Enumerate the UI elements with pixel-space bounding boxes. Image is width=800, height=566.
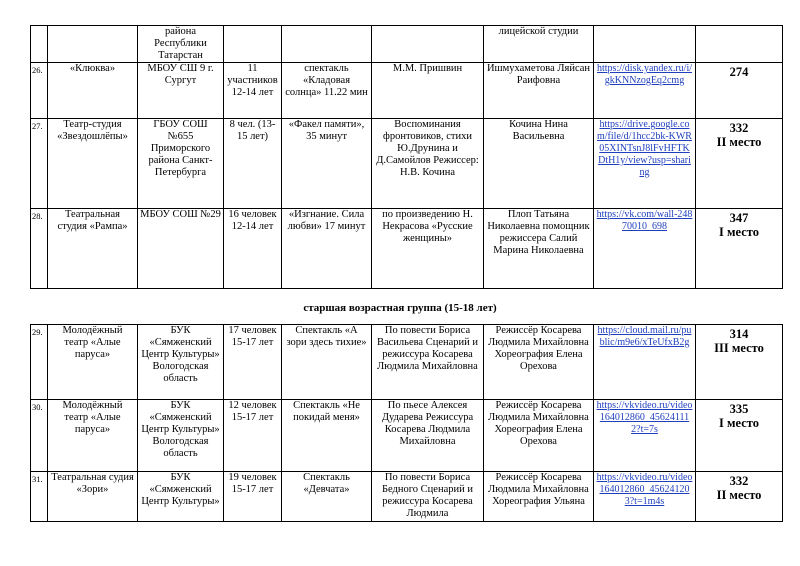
table-row	[31, 26, 783, 63]
video-link[interactable]: https://cloud.mail.ru/public/m9e6/xTeUfxB2g	[597, 325, 692, 348]
row-number: 27.	[31, 119, 48, 209]
table-row	[31, 209, 783, 289]
score-cell	[696, 63, 783, 119]
place: III место	[714, 341, 764, 355]
author	[372, 26, 484, 63]
row-number	[31, 26, 48, 63]
institution: БУК «Сямженский Центр Культуры» Вологодская область	[138, 325, 224, 400]
collective-name	[48, 26, 138, 63]
collective-name: Театральная судия «Зори»	[48, 472, 138, 522]
author: По повести Бориса Бедного Сценарий и режиссура Косарева Людмила	[372, 472, 484, 522]
video-link-cell	[594, 119, 696, 209]
institution: района Республики Татарстан	[138, 26, 224, 63]
participants: 8 чел. (13-15 лет)	[224, 119, 282, 209]
institution: БУК «Сямженский Центр Культуры»	[138, 472, 224, 522]
institution: ГБОУ СОШ №655 Приморского района Санкт-Петербурга	[138, 119, 224, 209]
score: 314	[729, 327, 749, 341]
participants: 12 человек 15-17 лет	[224, 400, 282, 472]
performance: Спектакль «Девчата»	[282, 472, 372, 522]
video-link	[594, 26, 696, 63]
collective-name: «Клюква»	[48, 63, 138, 119]
author: По повести Бориса Васильева Сценарий и режиссура Косарева Людмила Михайловна	[372, 325, 484, 400]
score-cell	[696, 472, 783, 522]
place: II место	[716, 135, 762, 149]
table-row	[31, 400, 783, 472]
author: Воспоминания фронтовиков, стихи Ю.Друнина и Д.Самойлов Режиссер: Н.В. Кочина	[372, 119, 484, 209]
collective-name: Молодёжный театр «Алые паруса»	[48, 400, 138, 472]
performance: спектакль «Кладовая солнца» 11.22 мин	[282, 63, 372, 119]
video-link[interactable]: https://drive.google.com/file/d/1hcc2bk-KWR05XINTsnJ8lFvHFTKDtH1y/view?usp=sharing	[597, 119, 692, 178]
author: М.М. Пришвин	[372, 63, 484, 119]
performance: Спектакль «А зори здесь тихие»	[282, 325, 372, 400]
table-row	[31, 472, 783, 522]
video-link-cell	[594, 400, 696, 472]
score: 274	[729, 65, 749, 79]
place: II место	[716, 488, 762, 502]
table-row	[31, 63, 783, 119]
director: Плоп Татьяна Николаевна помощник режиссера Салий Марина Николаевна	[484, 209, 594, 289]
author: по произведению Н. Некрасова «Русские женщины»	[372, 209, 484, 289]
participants: 19 человек 15-17 лет	[224, 472, 282, 522]
video-link[interactable]: https://disk.yandex.ru/i/gkKNNzogEq2cmg	[597, 63, 692, 86]
score-cell	[696, 209, 783, 289]
institution: МБОУ СОШ №29	[138, 209, 224, 289]
video-link[interactable]: https://vkvideo.ru/video164012860_456241203?t=1m4s	[596, 472, 693, 507]
video-link-cell	[594, 325, 696, 400]
video-link[interactable]: https://vkvideo.ru/video164012860_456241112?t=7s	[596, 400, 693, 435]
table-row	[31, 325, 783, 400]
score	[696, 26, 783, 63]
row-number: 29.	[31, 325, 48, 400]
score-cell	[696, 400, 783, 472]
place: I место	[719, 225, 759, 239]
institution: МБОУ СШ 9 г. Сургут	[138, 63, 224, 119]
performance: «Изгнание. Сила любви» 17 минут	[282, 209, 372, 289]
results-table-middle-group	[30, 25, 783, 289]
performance: «Факел памяти», 35 минут	[282, 119, 372, 209]
director: Кочина Нина Васильевна	[484, 119, 594, 209]
place: I место	[719, 416, 759, 430]
score-cell	[696, 325, 783, 400]
participants: 11 участников 12-14 лет	[224, 63, 282, 119]
video-link-cell	[594, 472, 696, 522]
participants: 17 человек 15-17 лет	[224, 325, 282, 400]
row-number: 30.	[31, 400, 48, 472]
collective-name: Театральная студия «Рампа»	[48, 209, 138, 289]
director: лицейской студии	[484, 26, 594, 63]
table-row	[31, 119, 783, 209]
video-link-cell	[594, 209, 696, 289]
director: Ишмухаметова Ляйсан Раифовна	[484, 63, 594, 119]
performance: Спектакль «Не покидай меня»	[282, 400, 372, 472]
director: Режиссёр Косарева Людмила Михайловна Хореография Елена Орехова	[484, 400, 594, 472]
row-number: 28.	[31, 209, 48, 289]
director: Режиссёр Косарева Людмила Михайловна Хореография Елена Орехова	[484, 325, 594, 400]
row-number: 26.	[31, 63, 48, 119]
participants	[224, 26, 282, 63]
video-link-cell	[594, 63, 696, 119]
performance	[282, 26, 372, 63]
score: 332	[729, 121, 749, 135]
results-table-senior-group	[30, 324, 783, 522]
score: 347	[729, 211, 749, 225]
score-cell	[696, 119, 783, 209]
row-number: 31.	[31, 472, 48, 522]
collective-name: Театр-студия «Звездошлёпы»	[48, 119, 138, 209]
institution: БУК «Сямженский Центр Культуры» Вологодская область	[138, 400, 224, 472]
collective-name: Молодёжный театр «Алые паруса»	[48, 325, 138, 400]
director: Режиссёр Косарева Людмила Михайловна Хореография Ульяна	[484, 472, 594, 522]
video-link[interactable]: https://vk.com/wall-24870010_698	[596, 209, 693, 232]
author: По пьесе Алексея Дударева Режиссура Косарева Людмила Михайловна	[372, 400, 484, 472]
section-title: старшая возрастная группа (15-18 лет)	[303, 302, 497, 314]
score: 335	[729, 402, 749, 416]
participants: 16 человек 12-14 лет	[224, 209, 282, 289]
score: 332	[729, 474, 749, 488]
